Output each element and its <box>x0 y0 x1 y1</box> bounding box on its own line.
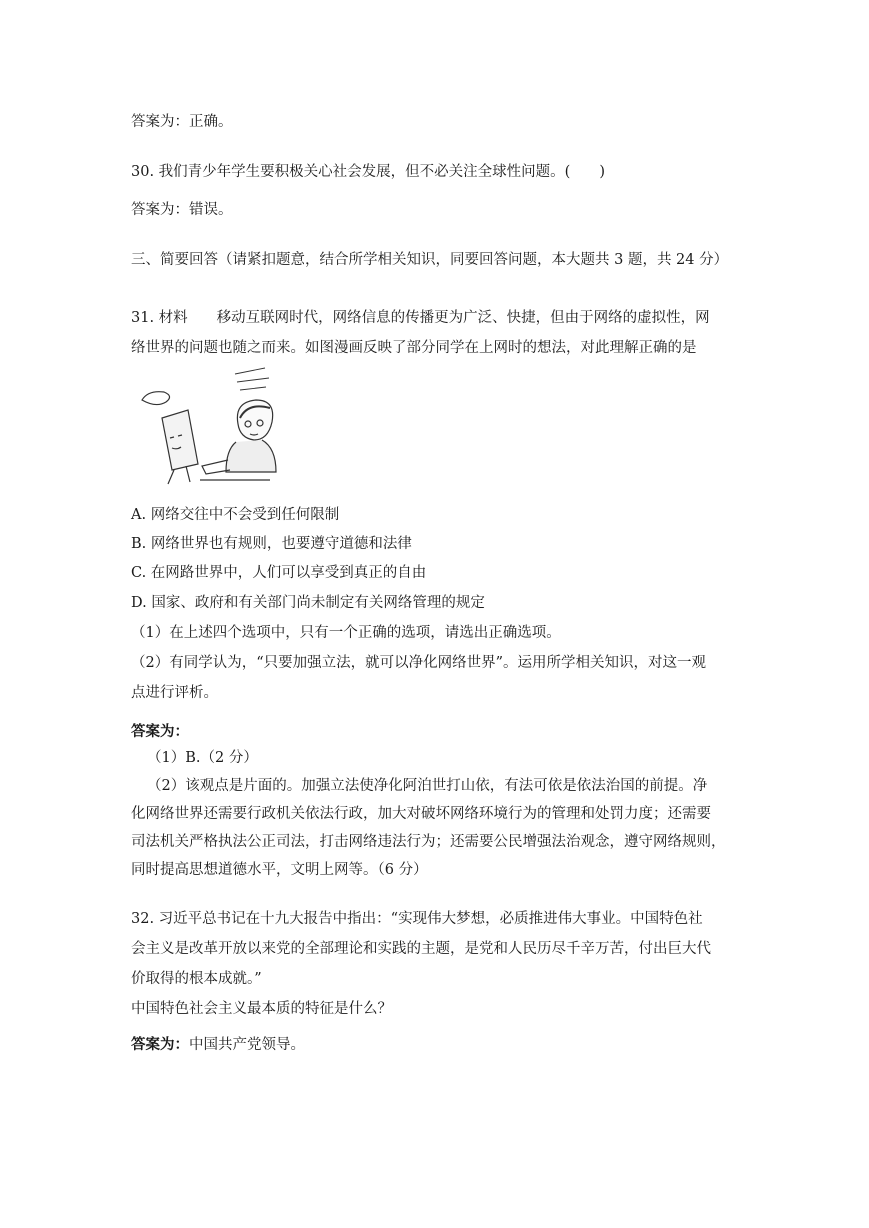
cartoon-image <box>140 360 280 492</box>
question-32-line-2: 会主义是改革开放以来党的全部理论和实践的主题，是党和人民历尽千辛万苦，付出巨大代 <box>131 941 711 957</box>
question-32-line-3: 价取得的根本成就。” <box>131 971 262 987</box>
answer-31-part-2-line-1: （2）该观点是片面的。加强立法使净化阿泊世打山依，有法可依是依法治国的前提。净 <box>147 778 708 794</box>
answer-32 <box>131 1035 305 1055</box>
sub-question-1: （1）在上述四个选项中，只有一个正确的选项，请选出正确选项。 <box>131 625 561 641</box>
option-b: B. 网络世界也有规则，也要遵守道德和法律 <box>131 536 412 552</box>
answer-32-text: 中国共产党领导。 <box>189 1037 305 1053</box>
answer-30: 答案为：错误。 <box>131 202 233 218</box>
question-31-line-1: 31. 材料 移动互联网时代，网络信息的传播更为广泛、快捷，但由于网络的虚拟性，网 <box>131 310 710 326</box>
answer-31-part-2-line-3: 司法机关严格执法公正司法，打击网络违法行为；还需要公民增强法治观念，遵守网络规则， <box>131 834 726 850</box>
answer-32-label: 答案为： <box>131 1036 189 1053</box>
sub-question-2-line-2: 点进行评析。 <box>131 685 218 701</box>
question-32-line-1: 32. 习近平总书记在十九大报告中指出：“实现伟大梦想，必质推进伟大事业。中国特色社 <box>131 911 703 927</box>
answer-31-part-2-line-4: 同时提高思想道德水平，文明上网等。（6 分） <box>131 862 428 878</box>
answer-29: 答案为：正确。 <box>131 114 233 130</box>
answer-31-part-1: （1）B.（2 分） <box>147 750 258 766</box>
option-c: C. 在网路世界中，人们可以享受到真正的自由 <box>131 565 427 581</box>
sub-question-2-line-1: （2）有同学认为，“只要加强立法，就可以净化网络世界”。运用所学相关知识，对这一观 <box>131 655 707 671</box>
question-31-line-2: 络世界的问题也随之而来。如图漫画反映了部分同学在上网时的想法，对此理解正确的是 <box>131 340 697 356</box>
section-3-heading: 三、简要回答（请紧扣题意，结合所学相关知识，同要回答问题，本大题共 3 题，共 24 分） <box>131 252 729 268</box>
answer-31-part-2-line-2: 化网络世界还需要行政机关依法行政，加大对破坏网络环境行为的管理和处罚力度；还需要 <box>131 806 711 822</box>
answer-31-label: 答案为： <box>131 723 189 740</box>
option-a: A. 网络交往中不会受到任何限制 <box>131 507 340 523</box>
option-d: D. 国家、政府和有关部门尚未制定有关网络管理的规定 <box>131 595 485 611</box>
question-32-line-4: 中国特色社会主义最本质的特征是什么？ <box>131 1001 392 1017</box>
question-30: 30. 我们青少年学生要积极关心社会发展，但不必关注全球性问题。( ) <box>131 164 605 180</box>
